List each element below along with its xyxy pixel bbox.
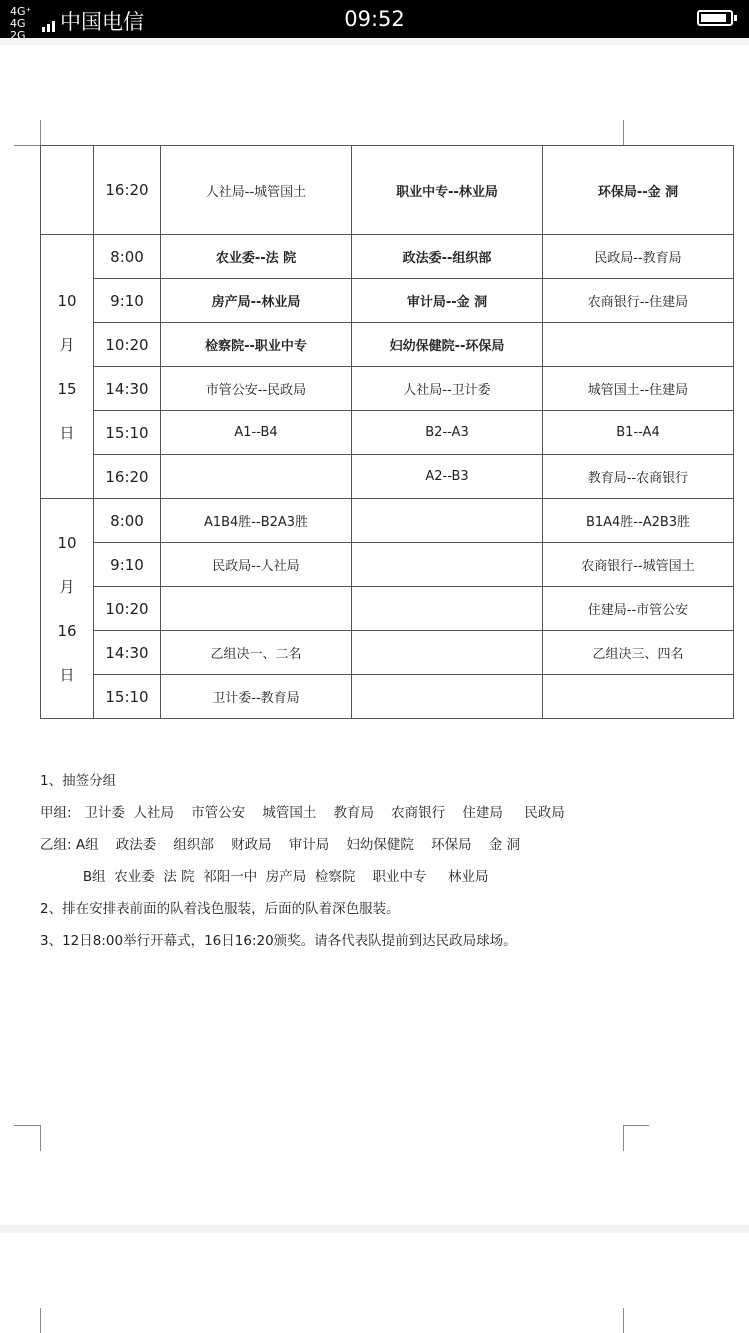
notes-section xyxy=(40,765,565,957)
match-cell xyxy=(352,631,543,675)
time-cell: 10:20 xyxy=(94,587,161,631)
time-cell: 16:20 xyxy=(94,455,161,499)
table-row xyxy=(41,146,734,235)
match-cell: 乙组决一、二名 xyxy=(161,631,352,675)
time-cell: 15:10 xyxy=(94,411,161,455)
match-cell: B1--A4 xyxy=(543,411,734,455)
note-ceremony: 3、12日8:00举行开幕式，16日16:20颁奖。请各代表队提前到达民政局球场。 xyxy=(40,933,517,949)
crop-mark xyxy=(623,1125,649,1126)
table-row xyxy=(41,587,734,631)
match-cell: 民政局--人社局 xyxy=(161,543,352,587)
match-cell xyxy=(352,675,543,719)
match-cell: A1--B4 xyxy=(161,411,352,455)
match-cell: 民政局--教育局 xyxy=(543,235,734,279)
note-group-a: 甲组: 卫计委 人社局 市管公安 城管国土 教育局 农商银行 住建局 民政局 xyxy=(40,805,565,821)
signal-icon: 4G⁺ 4G 2G xyxy=(10,5,32,42)
time-cell: 14:30 xyxy=(94,631,161,675)
match-cell: 检察院--职业中专 xyxy=(161,323,352,367)
match-cell xyxy=(543,675,734,719)
date-cell xyxy=(41,499,94,719)
time-cell: 8:00 xyxy=(94,499,161,543)
time-cell: 14:30 xyxy=(94,367,161,411)
match-cell: 城管国土--住建局 xyxy=(543,367,734,411)
date-line: 10 xyxy=(57,291,77,310)
crop-mark xyxy=(40,1125,41,1151)
battery-level xyxy=(701,14,726,22)
match-cell: 政法委--组织部 xyxy=(352,235,543,279)
match-cell: 农业委--法 院 xyxy=(161,235,352,279)
date-line: 10 xyxy=(57,533,77,552)
match-cell: 环保局--金 洞 xyxy=(543,146,734,235)
table-row xyxy=(41,279,734,323)
note-heading: 1、抽签分组 xyxy=(40,773,117,789)
note-group-b-b: B组 农业委 法 院 祁阳一中 房产局 检察院 职业中专 林业局 xyxy=(40,869,489,885)
match-cell: B2--A3 xyxy=(352,411,543,455)
date-line: 日 xyxy=(59,665,75,684)
match-cell: A2--B3 xyxy=(352,455,543,499)
date-line: 日 xyxy=(59,423,75,442)
match-cell: 人社局--城管国土 xyxy=(161,146,352,235)
match-cell: 乙组决三、四名 xyxy=(543,631,734,675)
next-page[interactable] xyxy=(0,1233,749,1333)
date-line: 15 xyxy=(57,379,77,398)
date-line: 月 xyxy=(59,577,75,596)
time-cell: 15:10 xyxy=(94,675,161,719)
match-cell xyxy=(543,323,734,367)
schedule-table xyxy=(40,145,734,719)
date-cell xyxy=(41,235,94,499)
match-cell: 农商银行--城管国土 xyxy=(543,543,734,587)
table-row xyxy=(41,411,734,455)
table-row xyxy=(41,543,734,587)
table-row xyxy=(41,235,734,279)
crop-mark xyxy=(40,120,41,145)
crop-mark xyxy=(14,145,40,146)
match-cell: 妇幼保健院--环保局 xyxy=(352,323,543,367)
date-cell xyxy=(41,146,94,235)
crop-mark xyxy=(14,1125,40,1126)
match-cell: 审计局--金 洞 xyxy=(352,279,543,323)
match-cell: 市管公安--民政局 xyxy=(161,367,352,411)
date-line: 16 xyxy=(57,621,77,640)
table-row xyxy=(41,323,734,367)
match-cell xyxy=(352,499,543,543)
match-cell: B1A4胜--A2B3胜 xyxy=(543,499,734,543)
match-cell xyxy=(161,455,352,499)
crop-mark xyxy=(623,1308,624,1333)
table-row xyxy=(41,675,734,719)
match-cell: 职业中专--林业局 xyxy=(352,146,543,235)
table-row xyxy=(41,631,734,675)
time-cell: 9:10 xyxy=(94,279,161,323)
battery-icon xyxy=(697,10,733,26)
crop-mark xyxy=(40,1308,41,1333)
match-cell xyxy=(352,543,543,587)
match-cell: 卫计委--教育局 xyxy=(161,675,352,719)
time-cell: 16:20 xyxy=(94,146,161,235)
note-group-b-a: 乙组: A组 政法委 组织部 财政局 审计局 妇幼保健院 环保局 金 洞 xyxy=(40,837,521,853)
match-cell xyxy=(161,587,352,631)
crop-mark xyxy=(623,1125,624,1151)
time-cell: 9:10 xyxy=(94,543,161,587)
date-line: 月 xyxy=(59,335,75,354)
match-cell: 人社局--卫计委 xyxy=(352,367,543,411)
time-cell: 8:00 xyxy=(94,235,161,279)
carrier-name: 中国电信 xyxy=(60,10,144,34)
note-uniform: 2、排在安排表前面的队着浅色服装，后面的队着深色服装。 xyxy=(40,901,400,917)
clock: 09:52 xyxy=(344,7,405,31)
match-cell: 房产局--林业局 xyxy=(161,279,352,323)
table-row xyxy=(41,499,734,543)
match-cell: 农商银行--住建局 xyxy=(543,279,734,323)
table-row xyxy=(41,367,734,411)
status-bar xyxy=(0,0,749,42)
crop-mark xyxy=(623,120,624,145)
time-cell: 10:20 xyxy=(94,323,161,367)
match-cell xyxy=(352,587,543,631)
match-cell: 教育局--农商银行 xyxy=(543,455,734,499)
table-row xyxy=(41,455,734,499)
match-cell: A1B4胜--B2A3胜 xyxy=(161,499,352,543)
match-cell: 住建局--市管公安 xyxy=(543,587,734,631)
